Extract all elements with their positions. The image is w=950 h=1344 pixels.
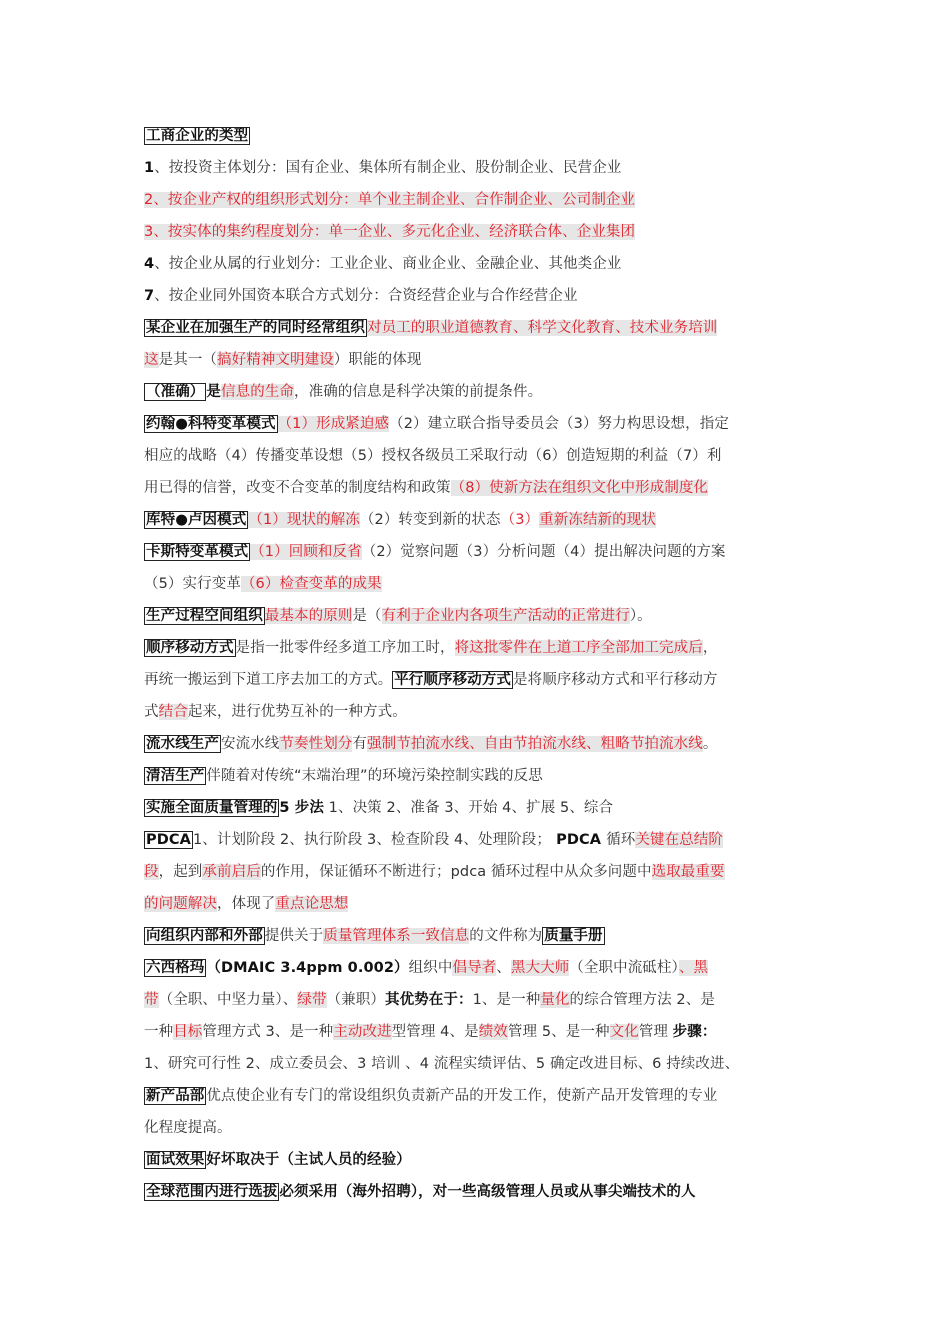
text-segment: （2）转变到新的状态 (359, 512, 501, 528)
text-segment: 一种 (144, 1024, 174, 1040)
boxed-term: 约翰●科特变革模式 (146, 416, 276, 432)
text-segment: 的综合管理方法 2、是 (569, 992, 715, 1008)
text-segment: 、按企业从属的行业划分：工业企业、商业企业、金融企业、其他类企业 (154, 256, 622, 272)
text-line (144, 344, 812, 376)
text-segment: 承前启后 (202, 864, 261, 880)
text-line (144, 472, 812, 504)
text-line (144, 1112, 812, 1144)
text-segment: 优点使企业有专门的常设组织负责新产品的开发工作，使新产品开发管理的专业 (206, 1088, 718, 1104)
text-line (144, 152, 812, 184)
text-segment: 1、研究可行性 2、成立委员会、3 培训 、4 流程实绩评估、5 确定改进目标、6 持续改进、 (144, 1056, 740, 1072)
text-segment: 式 (144, 704, 159, 720)
text-segment: 段 (144, 864, 159, 880)
text-segment: 管理方式 3、是一种 (202, 1024, 334, 1040)
text-segment: 倡导者 (452, 960, 497, 976)
text-segment: 循环 (606, 832, 636, 848)
text-segment: 化程度提高。 (144, 1120, 232, 1136)
text-line (144, 120, 812, 152)
text-segment: 、按企业同外国资本联合方式划分：合资经营企业与合作经营企业 (154, 288, 578, 304)
text-segment: 结合 (158, 704, 188, 720)
text-segment: 量化 (540, 992, 570, 1008)
text-line (144, 760, 812, 792)
text-segment: 、 (496, 960, 511, 976)
text-segment: 强制节拍流水线、自由节拍流水线、粗略节拍流水线 (367, 736, 703, 752)
boxed-term: 质量手册 (544, 928, 603, 944)
text-segment: 1、决策 2、准备 3、开始 4、扩展 5、综合 (323, 800, 614, 816)
text-segment: 信息的生命 (221, 384, 295, 400)
text-line (144, 920, 812, 952)
text-line (144, 248, 812, 280)
text-segment: 提供关于 (264, 928, 324, 944)
text-segment: 对员工的职业道德教育、科学文化教育、技术业务培训 (367, 320, 718, 336)
text-segment: 步骤： (672, 1024, 717, 1040)
text-line (144, 888, 812, 920)
boxed-term: 工商企业的类型 (146, 128, 249, 144)
boxed-term: 流水线生产 (146, 736, 219, 752)
text-segment: 的文件称为 (469, 928, 543, 944)
text-line (144, 792, 812, 824)
text-segment: 选取最重要 (651, 864, 725, 880)
boxed-term: （准确） (146, 384, 205, 400)
text-segment: （全职中流砥柱） (569, 960, 679, 976)
text-segment: 、黑 (678, 960, 709, 976)
text-line (144, 280, 812, 312)
boxed-term: 实施全面质量管理的 (146, 800, 278, 816)
text-segment: （5）实行变革 (144, 576, 241, 592)
text-segment: 带 (144, 992, 159, 1008)
text-segment: （3） (500, 512, 540, 528)
text-segment: ，起到 (158, 864, 203, 880)
text-segment: 是指一批零件经多道工序加工时， (235, 640, 455, 656)
text-segment: 绩效 (478, 1024, 508, 1040)
boxed-term: 面试效果 (146, 1152, 205, 1168)
text-segment: 相应的战略（4）传播变革设想（5）授权各级员工采取行动（6）创造短期的利益（7）利 (144, 448, 722, 464)
text-segment: 的问题解决 (144, 896, 217, 912)
text-segment: 管理 (638, 1024, 673, 1040)
text-segment: ），对一些高级管理人员或从事尖端技术的人 (410, 1184, 696, 1200)
text-segment: 搞好精神文明建设 (217, 352, 334, 368)
text-segment: 目标 (173, 1024, 203, 1040)
text-segment: 重新冻结新的现状 (539, 512, 656, 528)
text-line (144, 952, 812, 984)
text-segment: （1）回顾和反省 (250, 544, 362, 560)
text-segment: 海外招聘 (352, 1184, 411, 1200)
text-segment: （1）形成紧迫感 (277, 416, 390, 432)
text-segment: 安流水线 (221, 736, 280, 752)
text-line (144, 536, 812, 568)
boxed-term: 清洁生产 (146, 768, 205, 784)
text-segment: 必须采用（ (279, 1184, 353, 1200)
text-segment: ，准确的信息是科学决策的前提条件。 (294, 384, 543, 400)
text-segment: 、按投资主体划分：国有企业、集体所有制企业、股份制企业、民营企业 (154, 160, 622, 176)
text-line (144, 376, 812, 408)
text-line (144, 216, 812, 248)
text-segment: （全职、中坚力量）、 (158, 992, 298, 1008)
text-segment: 这 (144, 352, 159, 368)
text-line (144, 1048, 812, 1080)
boxed-term: 生产过程空间组织 (146, 608, 263, 624)
text-segment: 。 (702, 736, 718, 752)
boxed-term: 库特●卢因模式 (146, 512, 247, 528)
text-segment: （1）现状的解冻 (248, 512, 360, 528)
text-segment: 关键在总结阶 (635, 832, 724, 848)
text-segment: 好坏取决于（ (206, 1152, 295, 1168)
boxed-term: PDCA (146, 832, 191, 848)
text-line (144, 312, 812, 344)
text-segment: 7 (144, 288, 155, 304)
boxed-term: 平行顺序移动方式 (394, 672, 512, 688)
text-line (144, 1016, 812, 1048)
text-segment: 是将顺序移动方式和平行移动方 (513, 672, 718, 688)
text-segment: 最基本的原则 (264, 608, 353, 624)
text-segment: 黑大大师 (510, 960, 570, 976)
text-segment: 再统一搬运到下道工序去加工的方式。 (144, 672, 393, 688)
text-segment: 起来，进行优势互补的一种方式。 (187, 704, 407, 720)
text-line (144, 984, 812, 1016)
document-page (144, 120, 812, 1208)
text-segment: 是（ (352, 608, 382, 624)
text-segment: 1 (144, 160, 155, 176)
text-segment: （6）检查变革的成果 (240, 576, 382, 592)
text-segment: ）。 (629, 608, 652, 624)
text-segment: ， (702, 640, 718, 656)
text-line (144, 696, 812, 728)
text-line (144, 1080, 812, 1112)
text-line (144, 856, 812, 888)
text-segment: 4 (144, 256, 155, 272)
boxed-term: 六西格玛 (146, 960, 205, 976)
text-segment: 3、按实体的集约程度划分：单一企业、多元化企业、经济联合体、企业集团 (144, 224, 636, 240)
boxed-term: 新产品部 (146, 1088, 205, 1104)
text-segment: （兼职） (326, 992, 385, 1008)
text-line (144, 1144, 812, 1176)
text-line (144, 664, 812, 696)
text-line (144, 184, 812, 216)
text-segment: PDCA (550, 832, 607, 848)
text-segment: 1、计划阶段 2、执行阶段 3、检查阶段 4、处理阶段； (192, 832, 551, 848)
text-segment: 绿带 (297, 992, 327, 1008)
boxed-term: 某企业在加强生产的同时经常组织 (146, 320, 365, 336)
text-segment: 将这批零件在上道工序全部加工完成后 (454, 640, 703, 656)
text-segment: ） (396, 1152, 411, 1168)
text-segment: 主动改进 (333, 1024, 392, 1040)
text-line (144, 600, 812, 632)
text-segment: 主试人员的经验 (294, 1152, 397, 1168)
text-segment: （2）建立联合指导委员会（3）努力构思设想，指定 (389, 416, 729, 432)
text-segment: （2）觉察问题（3）分析问题（4）提出解决问题的方案 (361, 544, 726, 560)
text-line (144, 728, 812, 760)
boxed-term: 卡斯特变革模式 (146, 544, 249, 560)
text-segment: 重点论思想 (275, 896, 349, 912)
text-segment: 的作用，保证循环不断进行；pdca 循环过程中从众多问题中 (260, 864, 652, 880)
text-segment: ）职能的体现 (333, 352, 422, 368)
text-segment: 有利于企业内各项生产活动的正常进行 (381, 608, 630, 624)
text-line (144, 824, 812, 856)
boxed-term: 顺序移动方式 (146, 640, 234, 656)
text-segment: 有 (352, 736, 368, 752)
text-segment: 用已得的信誉，改变不合变革的制度结构和政策 (144, 480, 451, 496)
text-line (144, 440, 812, 472)
boxed-term: 全球范围内进行选拔 (146, 1184, 278, 1200)
text-segment: 1、是一种 (472, 992, 541, 1008)
text-segment: 节奏性划分 (279, 736, 353, 752)
text-segment: 型管理 4、是 (391, 1024, 479, 1040)
text-segment: ，体现了 (217, 896, 276, 912)
text-line (144, 568, 812, 600)
text-segment: 组织中 (408, 960, 453, 976)
text-line (144, 408, 812, 440)
text-line (144, 632, 812, 664)
text-segment: 是 (206, 384, 222, 400)
text-segment: 文化 (609, 1024, 639, 1040)
boxed-term: 向组织内部和外部 (146, 928, 263, 944)
text-segment: 质量管理体系一致信息 (323, 928, 470, 944)
text-line (144, 1176, 812, 1208)
text-segment: 其优势在于： (384, 992, 473, 1008)
text-segment: 伴随着对传统“末端治理”的环境污染控制实践的反思 (206, 768, 543, 784)
text-line (144, 504, 812, 536)
text-segment: （DMAIC 3.4ppm 0.002） (206, 960, 409, 976)
text-segment: 2、按企业产权的组织形式划分：单个业主制企业、合作制企业、公司制企业 (144, 192, 636, 208)
text-segment: 5 步法 (279, 800, 324, 816)
text-segment: 是其一（ (158, 352, 218, 368)
text-segment: （8）使新方法在组织文化中形成制度化 (450, 480, 709, 496)
text-segment: 管理 5、是一种 (507, 1024, 610, 1040)
